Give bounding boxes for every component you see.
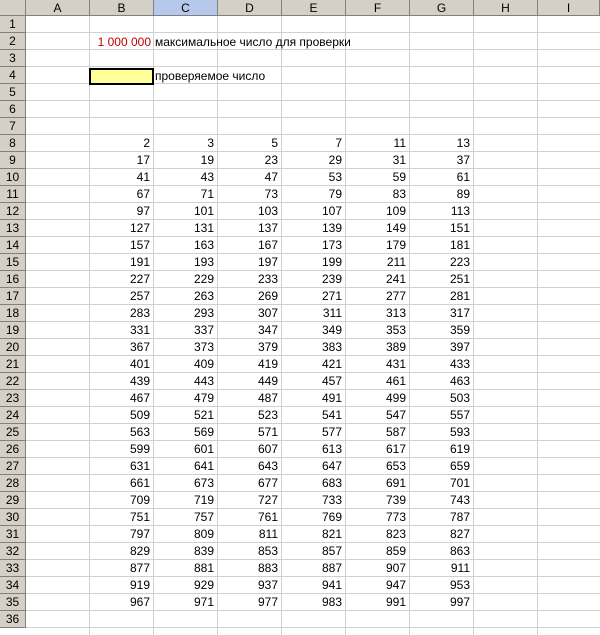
prime-cell[interactable]: 233 xyxy=(257,272,278,286)
row-header-34[interactable]: 34 xyxy=(0,577,26,594)
prime-cell[interactable]: 773 xyxy=(385,510,406,524)
prime-cell[interactable]: 281 xyxy=(449,289,470,303)
row-header-30[interactable]: 30 xyxy=(0,509,26,526)
prime-cell[interactable]: 37 xyxy=(456,153,470,167)
row-header-17[interactable]: 17 xyxy=(0,288,26,305)
prime-cell[interactable]: 173 xyxy=(321,238,342,252)
prime-cell[interactable]: 479 xyxy=(193,391,214,405)
prime-cell[interactable]: 613 xyxy=(321,442,342,456)
prime-cell[interactable]: 701 xyxy=(449,476,470,490)
prime-cell[interactable]: 223 xyxy=(449,255,470,269)
column-header-d[interactable]: D xyxy=(218,0,282,16)
prime-cell[interactable]: 97 xyxy=(136,204,150,218)
prime-cell[interactable]: 577 xyxy=(321,425,342,439)
row-header-26[interactable]: 26 xyxy=(0,441,26,458)
row-header-8[interactable]: 8 xyxy=(0,135,26,152)
prime-cell[interactable]: 353 xyxy=(385,323,406,337)
grid-hline xyxy=(26,627,600,628)
prime-cell[interactable]: 29 xyxy=(328,153,342,167)
prime-cell[interactable]: 829 xyxy=(129,544,150,558)
prime-cell[interactable]: 89 xyxy=(456,187,470,201)
prime-cell[interactable]: 23 xyxy=(264,153,278,167)
prime-cell[interactable]: 61 xyxy=(456,170,470,184)
prime-cell[interactable]: 149 xyxy=(385,221,406,235)
prime-cell[interactable]: 719 xyxy=(193,493,214,507)
prime-cell[interactable]: 19 xyxy=(200,153,214,167)
prime-cell[interactable]: 569 xyxy=(193,425,214,439)
row-header-4[interactable]: 4 xyxy=(0,67,26,84)
prime-cell[interactable]: 389 xyxy=(385,340,406,354)
column-header-i[interactable]: I xyxy=(538,0,600,16)
prime-cell[interactable]: 271 xyxy=(321,289,342,303)
prime-cell[interactable]: 73 xyxy=(264,187,278,201)
prime-cell[interactable]: 769 xyxy=(321,510,342,524)
prime-cell[interactable]: 797 xyxy=(129,527,150,541)
prime-cell[interactable]: 229 xyxy=(193,272,214,286)
prime-cell[interactable]: 3 xyxy=(207,136,214,150)
prime-cell[interactable]: 179 xyxy=(385,238,406,252)
prime-cell[interactable]: 643 xyxy=(257,459,278,473)
prime-cell[interactable]: 43 xyxy=(200,170,214,184)
row-header-2[interactable]: 2 xyxy=(0,33,26,50)
column-header-a[interactable]: A xyxy=(26,0,90,16)
grid-hline xyxy=(26,117,600,118)
prime-cell[interactable]: 83 xyxy=(392,187,406,201)
prime-cell[interactable]: 193 xyxy=(193,255,214,269)
prime-cell[interactable]: 587 xyxy=(385,425,406,439)
row-header-24[interactable]: 24 xyxy=(0,407,26,424)
prime-cell[interactable]: 641 xyxy=(193,459,214,473)
prime-cell[interactable]: 103 xyxy=(257,204,278,218)
prime-cell[interactable]: 349 xyxy=(321,323,342,337)
grid-hline xyxy=(26,32,600,33)
prime-cell[interactable]: 761 xyxy=(257,510,278,524)
prime-cell[interactable]: 397 xyxy=(449,340,470,354)
prime-cell[interactable]: 619 xyxy=(449,442,470,456)
prime-cell[interactable]: 599 xyxy=(129,442,150,456)
prime-cell[interactable]: 521 xyxy=(193,408,214,422)
prime-cell[interactable]: 439 xyxy=(129,374,150,388)
prime-cell[interactable]: 47 xyxy=(264,170,278,184)
prime-cell[interactable]: 163 xyxy=(193,238,214,252)
prime-cell[interactable]: 241 xyxy=(385,272,406,286)
row-header-18[interactable]: 18 xyxy=(0,305,26,322)
grid-hline xyxy=(26,100,600,101)
prime-cell[interactable]: 409 xyxy=(193,357,214,371)
prime-cell[interactable]: 571 xyxy=(257,425,278,439)
prime-cell[interactable]: 947 xyxy=(385,578,406,592)
prime-cell[interactable]: 739 xyxy=(385,493,406,507)
prime-cell[interactable]: 503 xyxy=(449,391,470,405)
prime-cell[interactable]: 487 xyxy=(257,391,278,405)
prime-cell[interactable]: 7 xyxy=(335,136,342,150)
prime-cell[interactable]: 31 xyxy=(392,153,406,167)
prime-cell[interactable]: 109 xyxy=(385,204,406,218)
max-value-cell[interactable]: 1 000 000 xyxy=(97,35,151,49)
prime-cell[interactable]: 313 xyxy=(385,306,406,320)
prime-cell[interactable]: 2 xyxy=(143,136,150,150)
row-header-32[interactable]: 32 xyxy=(0,543,26,560)
row-header-5[interactable]: 5 xyxy=(0,84,26,101)
check-label-cell[interactable]: проверяемое число xyxy=(155,69,266,83)
prime-cell[interactable]: 863 xyxy=(449,544,470,558)
prime-cell[interactable]: 113 xyxy=(450,204,470,218)
row-header-33[interactable]: 33 xyxy=(0,560,26,577)
prime-cell[interactable]: 463 xyxy=(449,374,470,388)
prime-cell[interactable]: 461 xyxy=(385,374,406,388)
prime-cell[interactable]: 727 xyxy=(257,493,278,507)
max-label-cell[interactable]: максимальное число для проверки xyxy=(155,35,351,49)
row-header-35[interactable]: 35 xyxy=(0,594,26,611)
prime-cell[interactable]: 457 xyxy=(321,374,342,388)
prime-cell[interactable]: 547 xyxy=(385,408,406,422)
row-header-13[interactable]: 13 xyxy=(0,220,26,237)
prime-cell[interactable]: 367 xyxy=(129,340,150,354)
column-header-f[interactable]: F xyxy=(346,0,410,16)
check-number-cell[interactable] xyxy=(89,68,154,85)
prime-cell[interactable]: 937 xyxy=(257,578,278,592)
prime-cell[interactable]: 431 xyxy=(385,357,406,371)
prime-cell[interactable]: 709 xyxy=(129,493,150,507)
prime-cell[interactable]: 857 xyxy=(321,544,342,558)
row-header-25[interactable]: 25 xyxy=(0,424,26,441)
row-header-28[interactable]: 28 xyxy=(0,475,26,492)
prime-cell[interactable]: 661 xyxy=(129,476,150,490)
prime-cell[interactable]: 293 xyxy=(193,306,214,320)
prime-cell[interactable]: 79 xyxy=(328,187,342,201)
column-header-c[interactable]: C xyxy=(154,0,218,16)
prime-cell[interactable]: 653 xyxy=(385,459,406,473)
prime-cell[interactable]: 433 xyxy=(449,357,470,371)
prime-cell[interactable]: 593 xyxy=(449,425,470,439)
prime-cell[interactable]: 883 xyxy=(257,561,278,575)
prime-cell[interactable]: 127 xyxy=(129,221,150,235)
prime-cell[interactable]: 523 xyxy=(257,408,278,422)
row-header-11[interactable]: 11 xyxy=(0,186,26,203)
prime-cell[interactable]: 401 xyxy=(129,357,150,371)
prime-cell[interactable]: 347 xyxy=(257,323,278,337)
row-header-10[interactable]: 10 xyxy=(0,169,26,186)
prime-cell[interactable]: 467 xyxy=(129,391,150,405)
prime-cell[interactable]: 197 xyxy=(257,255,278,269)
prime-cell[interactable]: 991 xyxy=(385,595,406,609)
prime-cell[interactable]: 997 xyxy=(449,595,470,609)
prime-cell[interactable]: 809 xyxy=(193,527,214,541)
grid-hline xyxy=(26,610,600,611)
prime-cell[interactable]: 337 xyxy=(193,323,214,337)
prime-cell[interactable]: 733 xyxy=(321,493,342,507)
prime-cell[interactable]: 283 xyxy=(129,306,150,320)
prime-cell[interactable]: 557 xyxy=(449,408,470,422)
prime-cell[interactable]: 647 xyxy=(321,459,342,473)
prime-cell[interactable]: 811 xyxy=(258,527,278,541)
prime-cell[interactable]: 953 xyxy=(449,578,470,592)
row-header-29[interactable]: 29 xyxy=(0,492,26,509)
cell-grid[interactable] xyxy=(26,16,600,635)
prime-cell[interactable]: 971 xyxy=(193,595,214,609)
prime-cell[interactable]: 743 xyxy=(449,493,470,507)
row-header-31[interactable]: 31 xyxy=(0,526,26,543)
column-header-g[interactable]: G xyxy=(410,0,474,16)
row-header-36[interactable]: 36 xyxy=(0,611,26,628)
column-header-b[interactable]: B xyxy=(90,0,154,16)
prime-cell[interactable]: 181 xyxy=(449,238,470,252)
select-all-corner[interactable] xyxy=(0,0,26,16)
prime-cell[interactable]: 673 xyxy=(193,476,214,490)
prime-cell[interactable]: 509 xyxy=(129,408,150,422)
row-header-23[interactable]: 23 xyxy=(0,390,26,407)
row-header-6[interactable]: 6 xyxy=(0,101,26,118)
prime-cell[interactable]: 983 xyxy=(321,595,342,609)
prime-cell[interactable]: 499 xyxy=(385,391,406,405)
prime-cell[interactable]: 977 xyxy=(257,595,278,609)
column-header-row xyxy=(0,0,600,17)
prime-cell[interactable]: 853 xyxy=(257,544,278,558)
prime-cell[interactable]: 277 xyxy=(385,289,406,303)
prime-cell[interactable]: 101 xyxy=(193,204,214,218)
prime-cell[interactable]: 107 xyxy=(321,204,342,218)
prime-cell[interactable]: 491 xyxy=(321,391,342,405)
grid-hline xyxy=(26,66,600,67)
prime-cell[interactable]: 617 xyxy=(385,442,406,456)
prime-cell[interactable]: 877 xyxy=(129,561,150,575)
prime-cell[interactable]: 373 xyxy=(193,340,214,354)
prime-cell[interactable]: 151 xyxy=(449,221,470,235)
prime-cell[interactable]: 751 xyxy=(129,510,150,524)
prime-cell[interactable]: 41 xyxy=(136,170,150,184)
prime-cell[interactable]: 541 xyxy=(321,408,342,422)
prime-cell[interactable]: 827 xyxy=(449,527,470,541)
row-header-1[interactable]: 1 xyxy=(0,16,26,33)
prime-cell[interactable]: 11 xyxy=(393,136,406,150)
row-header-27[interactable]: 27 xyxy=(0,458,26,475)
prime-cell[interactable]: 691 xyxy=(385,476,406,490)
prime-cell[interactable]: 929 xyxy=(193,578,214,592)
row-header-9[interactable]: 9 xyxy=(0,152,26,169)
prime-cell[interactable]: 359 xyxy=(449,323,470,337)
prime-cell[interactable]: 5 xyxy=(271,136,278,150)
prime-cell[interactable]: 677 xyxy=(257,476,278,490)
row-header-16[interactable]: 16 xyxy=(0,271,26,288)
prime-cell[interactable]: 859 xyxy=(385,544,406,558)
prime-cell[interactable]: 71 xyxy=(200,187,214,201)
prime-cell[interactable]: 911 xyxy=(450,561,470,575)
prime-cell[interactable]: 53 xyxy=(328,170,342,184)
row-header-20[interactable]: 20 xyxy=(0,339,26,356)
prime-cell[interactable]: 331 xyxy=(129,323,150,337)
prime-cell[interactable]: 967 xyxy=(129,595,150,609)
prime-cell[interactable]: 659 xyxy=(449,459,470,473)
prime-cell[interactable]: 311 xyxy=(322,306,342,320)
row-header-14[interactable]: 14 xyxy=(0,237,26,254)
prime-cell[interactable]: 59 xyxy=(392,170,406,184)
row-header-19[interactable]: 19 xyxy=(0,322,26,339)
prime-cell[interactable]: 227 xyxy=(129,272,150,286)
prime-cell[interactable]: 211 xyxy=(386,255,406,269)
row-header-3[interactable]: 3 xyxy=(0,50,26,67)
row-header-7[interactable]: 7 xyxy=(0,118,26,135)
prime-cell[interactable]: 251 xyxy=(449,272,470,286)
prime-cell[interactable]: 839 xyxy=(193,544,214,558)
prime-cell[interactable]: 191 xyxy=(129,255,150,269)
row-header-21[interactable]: 21 xyxy=(0,356,26,373)
prime-cell[interactable]: 379 xyxy=(257,340,278,354)
column-header-h[interactable]: H xyxy=(474,0,538,16)
prime-cell[interactable]: 907 xyxy=(385,561,406,575)
prime-cell[interactable]: 269 xyxy=(257,289,278,303)
row-header-15[interactable]: 15 xyxy=(0,254,26,271)
prime-cell[interactable]: 941 xyxy=(321,578,342,592)
prime-cell[interactable]: 257 xyxy=(129,289,150,303)
prime-cell[interactable]: 821 xyxy=(321,527,342,541)
prime-cell[interactable]: 601 xyxy=(193,442,214,456)
row-header-22[interactable]: 22 xyxy=(0,373,26,390)
prime-cell[interactable]: 17 xyxy=(136,153,150,167)
prime-cell[interactable]: 131 xyxy=(193,221,214,235)
prime-cell[interactable]: 13 xyxy=(456,136,470,150)
prime-cell[interactable]: 919 xyxy=(129,578,150,592)
prime-cell[interactable]: 787 xyxy=(449,510,470,524)
prime-cell[interactable]: 563 xyxy=(129,425,150,439)
prime-cell[interactable]: 631 xyxy=(129,459,150,473)
prime-cell[interactable]: 307 xyxy=(257,306,278,320)
prime-cell[interactable]: 239 xyxy=(321,272,342,286)
prime-cell[interactable]: 419 xyxy=(257,357,278,371)
prime-cell[interactable]: 421 xyxy=(321,357,342,371)
column-header-e[interactable]: E xyxy=(282,0,346,16)
prime-cell[interactable]: 449 xyxy=(257,374,278,388)
prime-cell[interactable]: 683 xyxy=(321,476,342,490)
prime-cell[interactable]: 137 xyxy=(257,221,278,235)
prime-cell[interactable]: 167 xyxy=(257,238,278,252)
prime-cell[interactable]: 157 xyxy=(129,238,150,252)
prime-cell[interactable]: 887 xyxy=(321,561,342,575)
prime-cell[interactable]: 881 xyxy=(193,561,214,575)
prime-cell[interactable]: 757 xyxy=(193,510,214,524)
prime-cell[interactable]: 607 xyxy=(257,442,278,456)
prime-cell[interactable]: 317 xyxy=(449,306,470,320)
prime-cell[interactable]: 823 xyxy=(385,527,406,541)
prime-cell[interactable]: 263 xyxy=(193,289,214,303)
prime-cell[interactable]: 199 xyxy=(321,255,342,269)
prime-cell[interactable]: 383 xyxy=(321,340,342,354)
row-header-12[interactable]: 12 xyxy=(0,203,26,220)
prime-cell[interactable]: 139 xyxy=(321,221,342,235)
prime-cell[interactable]: 67 xyxy=(136,187,150,201)
prime-cell[interactable]: 443 xyxy=(193,374,214,388)
